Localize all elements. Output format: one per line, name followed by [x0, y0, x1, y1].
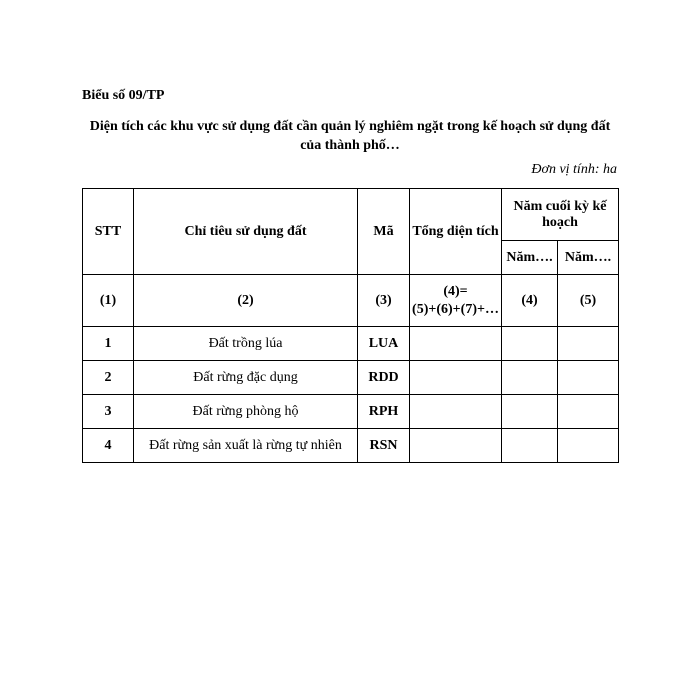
row-code: RPH: [358, 395, 410, 429]
row-stt: 1: [83, 327, 134, 361]
row-total-area[interactable]: [410, 429, 502, 463]
row-total-area[interactable]: [410, 361, 502, 395]
row-code: LUA: [358, 327, 410, 361]
index-cell: (5): [558, 275, 619, 327]
row-stt: 3: [83, 395, 134, 429]
table-row: [83, 395, 619, 429]
row-year-a[interactable]: [502, 327, 558, 361]
row-total-area[interactable]: [410, 395, 502, 429]
header-total-area: Tổng diện tích: [410, 189, 502, 275]
table-row: [83, 429, 619, 463]
table-row: [83, 327, 619, 361]
header-year-a: Năm….: [502, 241, 558, 275]
row-year-a[interactable]: [502, 361, 558, 395]
row-indicator: Đất rừng phòng hộ: [134, 395, 358, 429]
form-code: Biểu số 09/TP: [82, 88, 165, 103]
document-title: Diện tích các khu vực sử dụng đất cần quản lý nghiêm ngặt trong kế hoạch sử dụng đất của thành phố…: [89, 119, 611, 153]
unit-label: Đơn vị tính: ha: [531, 162, 617, 177]
row-indicator: Đất rừng sản xuất là rừng tự nhiên: [134, 429, 358, 463]
index-cell: (1): [83, 275, 134, 327]
index-row: [83, 275, 619, 327]
formula-line: (4)=: [443, 283, 468, 299]
row-year-b[interactable]: [558, 361, 619, 395]
land-use-table: [82, 188, 619, 463]
row-stt: 4: [83, 429, 134, 463]
row-indicator: Đất trồng lúa: [134, 327, 358, 361]
index-cell: (2): [134, 275, 358, 327]
row-year-b[interactable]: [558, 395, 619, 429]
header-code: Mã: [358, 189, 410, 275]
row-year-b[interactable]: [558, 429, 619, 463]
row-year-a[interactable]: [502, 429, 558, 463]
index-cell: (3): [358, 275, 410, 327]
row-year-a[interactable]: [502, 395, 558, 429]
header-indicator: Chỉ tiêu sử dụng đất: [134, 189, 358, 275]
header-stt: STT: [83, 189, 134, 275]
table-row: [83, 361, 619, 395]
index-formula-cell: [410, 275, 502, 327]
formula-line: (5)+(6)+(7)+…: [412, 301, 499, 317]
header-final-year-group: Năm cuối kỳ kế hoạch: [502, 189, 619, 241]
row-total-area[interactable]: [410, 327, 502, 361]
header-year-b: Năm….: [558, 241, 619, 275]
index-cell: (4): [502, 275, 558, 327]
row-year-b[interactable]: [558, 327, 619, 361]
header-row: [83, 189, 619, 241]
row-indicator: Đất rừng đặc dụng: [134, 361, 358, 395]
row-stt: 2: [83, 361, 134, 395]
row-code: RDD: [358, 361, 410, 395]
row-code: RSN: [358, 429, 410, 463]
